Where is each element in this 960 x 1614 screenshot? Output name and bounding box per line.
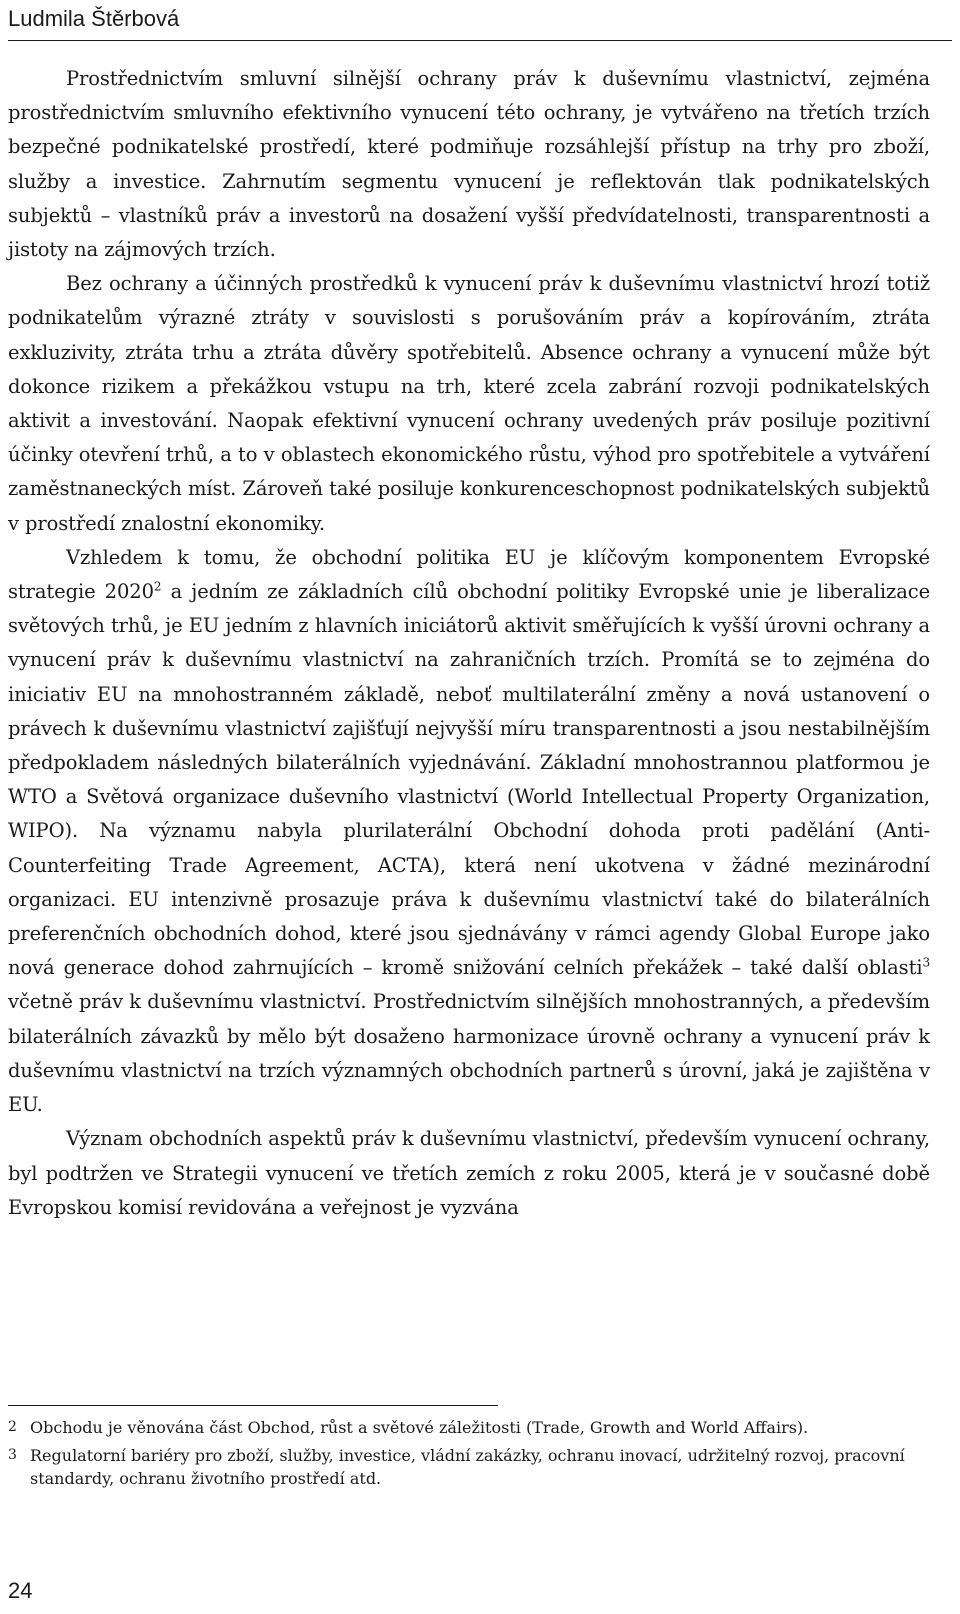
paragraph-3-part-2: a jedním ze základních cílů obchodní politiky Evropské unie je liberalizace světových trhů, je EU jedním z hlavních iniciátorů aktivit směřujících k vyšší úrovni ochrany a vynucení práv k duševnímu vlastnictví na zahraničních trzích. Promítá se to zejména do iniciativ EU na mnohostranném základě, neboť multilaterální změny a nová ustanovení o právech k duševnímu vlastnictví zajišťují nejvyšší míru transparentnosti a jsou nestabilnějším předpokladem následných bilaterálních vyjednávání. Základní mnohostrannou platformou je WTO a Světová organizace duševního vlastnictví (World Intellectual Property Organization, WIPO). Na významu nabyla plurilaterální Obchodní dohoda proti padělání (Anti-Counterfeiting Trade Agreement, ACTA), která není ukotvena v žádné mezinárodní organizaci. EU intenzivně prosazuje práva k duševnímu vlastnictví také do bilaterálních preferenčních obchodních dohod, které jsou sjednávány v rámci agendy Global Europe jako nová generace dohod zahrnujících – kromě snižování celních překážek – také další oblasti (8, 580, 931, 980)
footnote-separator (8, 1405, 498, 1406)
paragraph-1: Prostřednictvím smluvní silnější ochrany práv k duševnímu vlastnictví, zejména prostřednictvím smluvního efektivního vynucení této ochrany, je vytvářeno na třetích trzích bezpečné podnikatelské prostředí, které podmiňuje rozsáhlejší přístup na trhy pro zboží, služby a investice. Zahrnutím segmentu vynucení je reflektován tlak podnikatelských subjektů – vlastníků práv a investorů na dosažení vyšší předvídatelnosti, transparentnosti a jistoty na zájmových trzích. (8, 67, 930, 262)
page-number: 24 (8, 1578, 33, 1603)
footnote-number: 2 (8, 1419, 17, 1435)
footnote-3 (8, 1444, 930, 1490)
paragraph-3-part-3: včetně práv k duševnímu vlastnictví. Prostřednictvím silnějších mnohostranných, a především bilaterálních závazků by mělo být dosaženo harmonizace úrovně ochrany a vynucení práv k duševnímu vlastnictví na trzích významných obchodních partnerů s úrovní, jaká je zajištěna v EU. (8, 990, 930, 1117)
footnote-text: Obchodu je věnována část Obchod, růst a světové záležitosti (Trade, Growth and World Affairs). (30, 1418, 809, 1437)
paragraph-4: Význam obchodních aspektů práv k duševnímu vlastnictví, především vynucení ochrany, byl podtržen ve Strategii vynucení ve třetích zemích z roku 2005, která je v současné době Evropskou komisí revidována a veřejnost je vyzvána (8, 1127, 930, 1219)
footnotes (8, 1416, 930, 1495)
footnote-ref-3: 3 (922, 955, 930, 970)
running-header-author: Ludmila Štěrbová (8, 6, 180, 31)
paragraph-2: Bez ochrany a účinných prostředků k vynucení práv k duševnímu vlastnictví hrozí totiž podnikatelům výrazné ztráty v souvislosti s porušováním práv a kopírováním, ztráta exkluzivity, ztráta trhu a ztráta důvěry spotřebitelů. Absence ochrany a vynucení může být dokonce rizikem a překážkou vstupu na trh, které zcela zabrání rozvoji podnikatelských aktivit a investování. Naopak efektivní vynucení ochrany uvedených práv posiluje pozitivní účinky otevření trhů, a to v oblastech ekonomického růstu, výhod pro spotřebitele a vytváření zaměstnaneckých míst. Zároveň také posiluje konkurenceschopnost podnikatelských subjektů v prostředí znalostní ekonomiky. (8, 272, 930, 535)
footnote-text: Regulatorní bariéry pro zboží, služby, investice, vládní zakázky, ochranu inovací, udržitelný rozvoj, pracovní standardy, ochranu životního prostředí atd. (30, 1446, 905, 1488)
header-rule (8, 40, 952, 41)
body-text (8, 62, 930, 1225)
footnote-2 (8, 1416, 930, 1439)
paragraph-3 (8, 541, 930, 1122)
footnote-ref-2: 2 (153, 579, 162, 594)
footnote-number: 3 (8, 1447, 17, 1463)
paragraph-3-part-1: Vzhledem k tomu, že obchodní politika EU je klíčovým komponentem Evropské strategie 2020 (8, 545, 930, 604)
